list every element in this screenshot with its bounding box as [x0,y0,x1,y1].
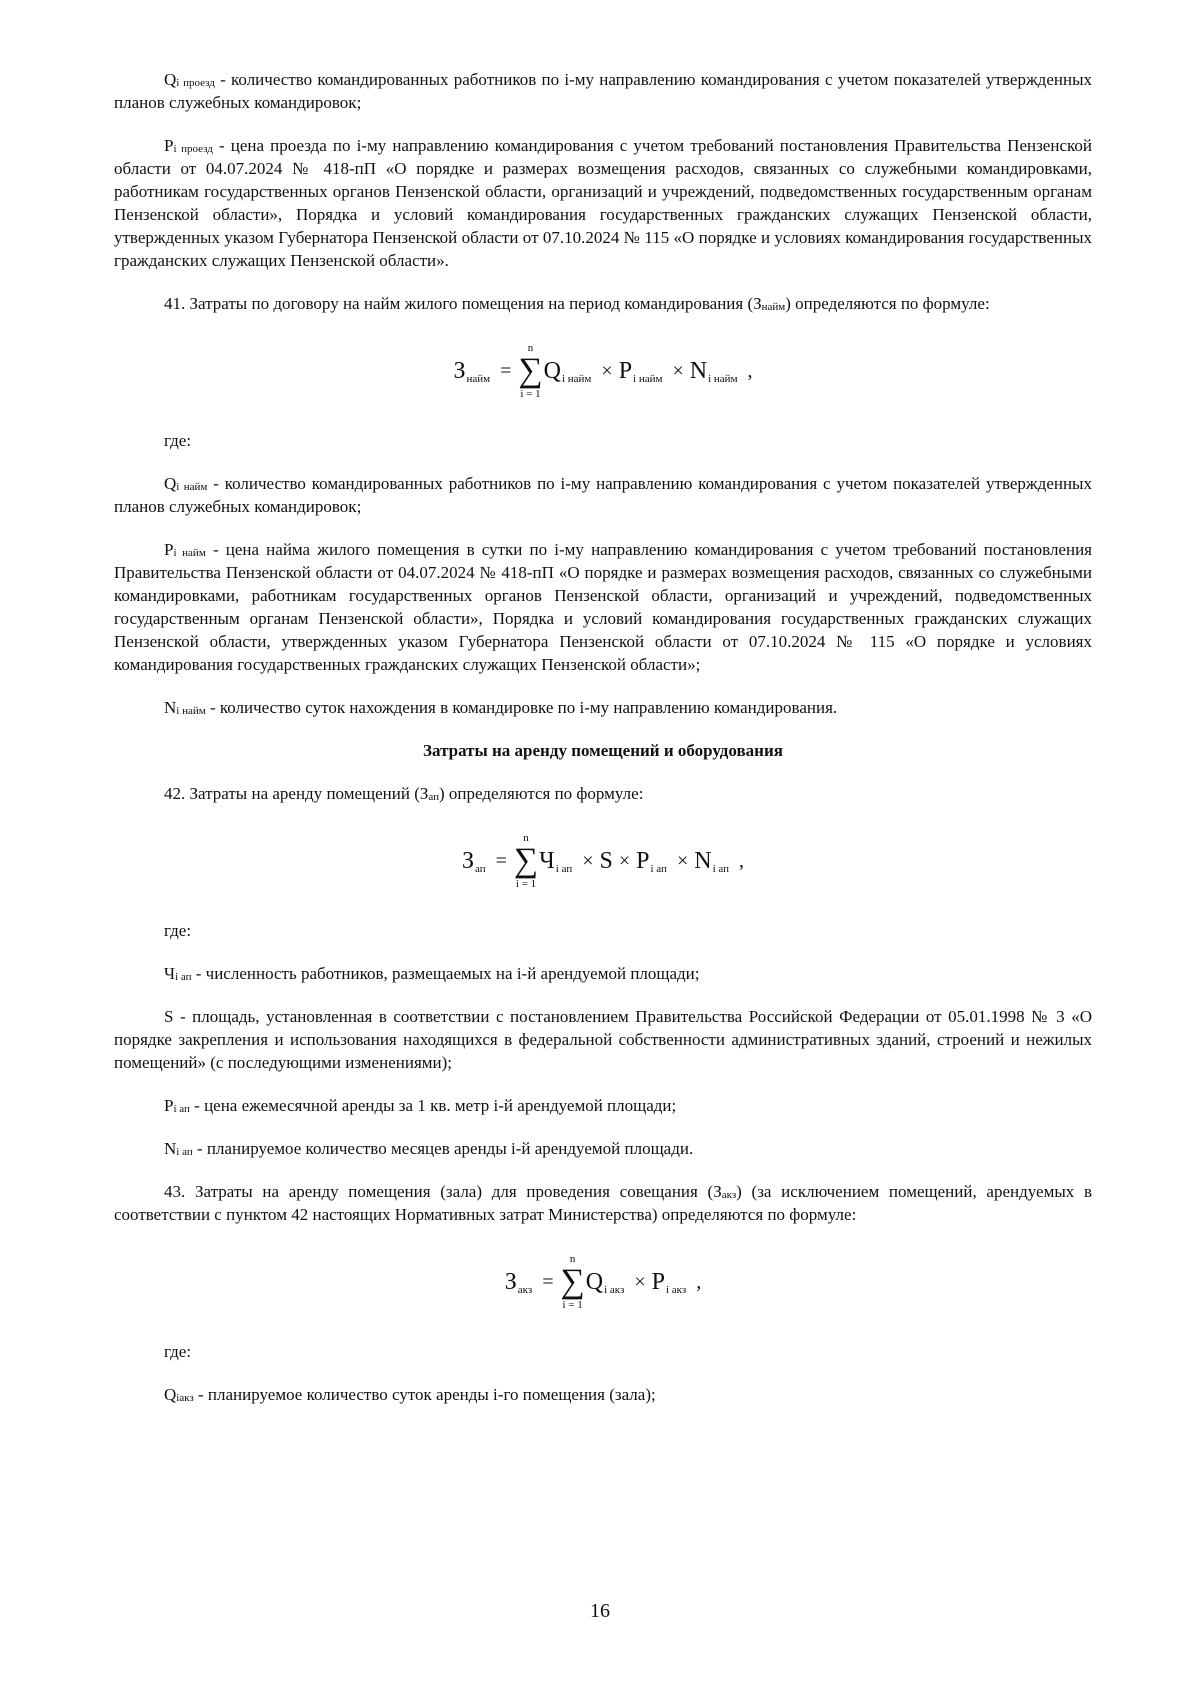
times-sign: × [676,849,689,872]
formula-subscript: i ап [555,862,573,875]
formula-subscript: i найм [708,372,738,385]
formula-comma: , [747,359,753,382]
times-sign: × [601,359,613,382]
variable-subscript: i ап [176,1146,193,1158]
clause-text: 41. Затраты по договору на найм жилого помещения на период командирования (З [164,294,762,313]
variable-subscript: i найм [173,547,206,559]
sum-lower-limit: i = 1 [562,1299,583,1311]
variable: N [164,1139,177,1158]
times-sign: × [672,359,684,382]
definition-n-naim [114,696,1092,719]
definition-q-proezd [114,68,1092,114]
sum-upper-limit: n [527,342,534,354]
formula-subscript: i акз [665,1283,687,1296]
clause-text: 43. Затраты на аренду помещения (зала) для проведения совещания (З [164,1182,722,1201]
definition-text: - количество суток нахождения в командировке по i-му направлению командирования. [205,698,838,717]
variable-subscript: i проезд [173,143,213,155]
clause-text: ) определяются по формуле: [785,294,990,313]
formula-subscript: i акз [604,1283,625,1296]
formula-term: N [694,847,712,874]
definition-q-naim [114,472,1092,518]
definition-p-naim [114,538,1092,676]
where-label: где: [164,431,192,450]
sum-upper-limit: n [523,832,529,844]
formula-subscript: акз [517,1283,533,1296]
sigma-symbol: ∑ [513,842,539,879]
page-number: 16 [590,1600,610,1622]
formula-term: S [599,847,613,874]
formula-term: N [689,357,708,384]
formula-subscript: i ап [712,862,729,875]
definition-text: - цена проезда по i-му направлению командирования с учетом требований постановления Правительства Пензенской области от 04.07.2024 № 418-пП «О порядке и размерах возмещения расходов, связанных со служебными командировками, работникам государственных органов Пензенской области, организаций и учреждений, подведомственных государственным органам Пензенской области», Порядка и условий командирования государственных гражданских служащих Пензенской области, утвержденных указом Губернатора Пензенской области от 07.10.2024 № 115 «О порядке и условиях командирования государственных гражданских служащих Пензенской области». [114,136,1092,270]
formula-42 [114,825,1092,897]
variable-subscript: i ап [173,1103,190,1115]
formula-term: P [651,1268,665,1295]
variable-subscript: найм [761,301,786,313]
times-sign: × [634,1270,646,1293]
formula-subscript: i найм [561,372,592,385]
formula-term: P [618,357,633,384]
formula-subscript: i ап [650,862,667,875]
equals-sign: = [542,1270,554,1293]
formula-term: P [636,847,650,874]
definition-text: - цена найма жилого помещения в сутки по i-му направлению командирования с учетом требований постановления Правительства Пензенской области от 04.07.2024 № 418-пП «О порядке и размерах возмещения расходов, связанных со служебными командировками, работникам государственных органов Пензенской области, организаций и учреждений, подведомственных государственным органам Пензенской области», Порядка и условий командирования государственных гражданских служащих Пензенской области, утвержденных указом Губернатора Пензенской области от 07.10.2024 № 115 «О порядке и условиях командирования государственных гражданских служащих Пензенской области»; [114,540,1092,674]
sum-operator [518,342,542,400]
equals-sign: = [500,359,512,382]
times-sign: × [582,849,594,872]
variable: Q [164,70,177,89]
formula-comma: , [696,1270,702,1293]
variable-subscript: i найм [176,481,208,493]
formula-43 [114,1246,1092,1318]
section-heading: Затраты на аренду помещений и оборудования [423,741,783,760]
formula-lhs: З [461,847,475,874]
where-label: где: [164,1342,192,1361]
definition-p-proezd [114,134,1092,272]
variable-subscript: акз [721,1189,737,1201]
sum-operator [561,1253,585,1311]
clause-42 [114,782,1092,805]
sum-operator [514,832,538,890]
formula-lhs: З [453,357,466,384]
sum-lower-limit: i = 1 [520,388,541,400]
definition-s: S - площадь, установленная в соответствии с постановлением Правительства Российской Федерации от 05.01.1998 № 3 «О порядке закрепления и использования находящихся в федеральной собственности административных зданий, строений и нежилых помещений» (с последующими изменениями); [114,1007,1092,1072]
document-page [114,68,1092,1406]
definition-ch-ap [114,962,1092,985]
definition-p-ap [114,1094,1092,1117]
variable: P [164,1096,174,1115]
clause-43 [114,1180,1092,1226]
formula-subscript: i найм [633,372,663,385]
variable: N [164,698,177,717]
clause-text: ) (за исключением помещений, арендуемых в соответствии с пунктом 42 настоящих Нормативных затрат Министерства) определяются по формуле: [114,1182,1092,1224]
formula-term: Q [585,1268,604,1295]
variable: P [164,540,174,559]
variable-subscript: i ап [175,971,192,983]
definition-text: - планируемое количество месяцев аренды i-й арендуемой площади. [192,1139,694,1158]
clause-text: ) определяются по формуле: [439,784,644,803]
variable: Q [164,474,177,493]
variable: Q [164,1385,177,1404]
sigma-symbol: ∑ [518,352,543,389]
variable: P [164,136,174,155]
sum-lower-limit: i = 1 [515,878,537,890]
formula-41 [114,335,1092,407]
variable-subscript: iакз [176,1392,194,1404]
definition-text: - планируемое количество суток аренды i-го помещения (зала); [193,1385,656,1404]
times-sign: × [618,849,631,872]
formula-subscript: найм [466,372,491,385]
sigma-symbol: ∑ [560,1263,585,1300]
definition-q-akz [114,1383,1092,1406]
definition-text: - количество командированных работников по i-му направлению командирования с учетом показателей утвержденных планов служебных командировок; [114,70,1092,112]
clause-41 [114,292,1092,315]
definition-text: - количество командированных работников по i-му направлению командирования с учетом показателей утвержденных планов служебных командировок; [114,474,1092,516]
variable-subscript: i проезд [176,77,215,89]
definition-text: - цена ежемесячной аренды за 1 кв. метр i-й арендуемой площади; [189,1096,677,1115]
clause-text: 42. Затраты на аренду помещений (З [164,784,429,803]
sum-upper-limit: n [569,1253,576,1265]
formula-comma: , [739,849,744,872]
formula-subscript: ап [475,862,486,875]
formula-lhs: З [504,1268,517,1295]
definition-n-ap [114,1137,1092,1160]
variable-subscript: ап [428,791,440,803]
where-label: где: [164,921,192,940]
definition-text: - численность работников, размещаемых на i-й арендуемой площади; [191,964,700,983]
equals-sign: = [495,849,507,872]
variable-subscript: i найм [176,705,206,717]
variable: Ч [164,964,176,983]
formula-term: Q [543,357,561,384]
formula-term: Ч [539,847,555,874]
